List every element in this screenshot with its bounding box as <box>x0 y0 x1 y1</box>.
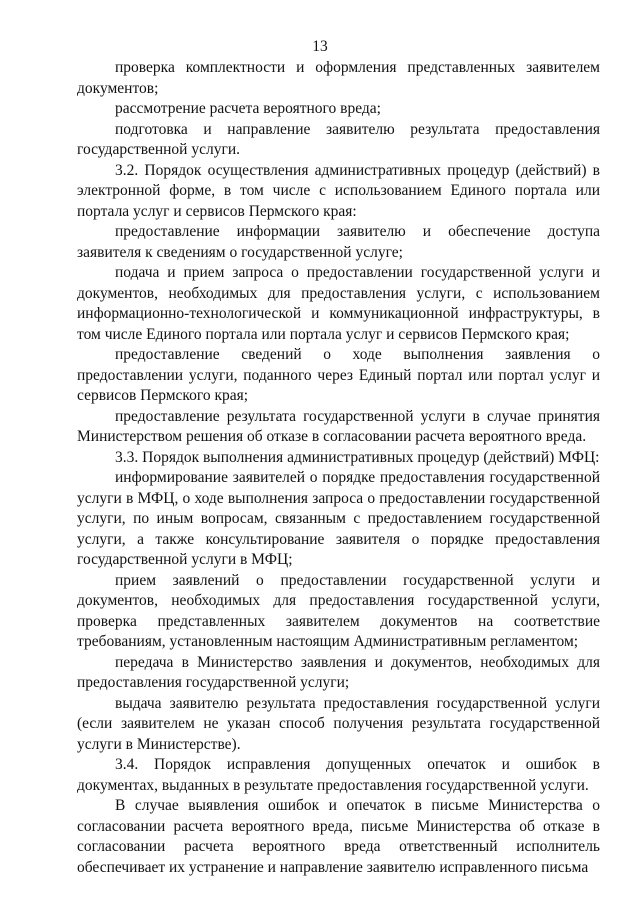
paragraph: предоставление результата государственной услуги в случае принятия Министерством решения об отказе в согласовании расчета вероятного вреда. <box>77 407 600 445</box>
paragraph: информирование заявителей о порядке предоставления государственной услуги в МФЦ, о ходе выполнения запроса о предоставлении государственной услуги, по иным вопросам, связанным с предоставлением государственной услуги, а также консультирование заявителя о порядке предоставления государственной услуги в МФЦ; <box>77 469 600 568</box>
paragraph: предоставление информации заявителю и обеспечение доступа заявителя к сведениям о государственной услуге; <box>77 223 600 261</box>
paragraph: рассмотрение расчета вероятного вреда; <box>115 100 381 117</box>
paragraph: подача и прием запроса о предоставлении государственной услуги и документов, необходимых для предоставления услуги, с использованием информационно-технологической и коммуникационной инфраструктуры, в том числе Единого портала или портала услуг и сервисов Пермского края; <box>77 264 600 343</box>
paragraph: В случае выявления ошибок и опечаток в письме Министерства о согласовании расчета вероятного вреда, письме Министерства об отказе в согласовании расчета вероятного вреда ответственный исполнитель обеспечивает их устранение и направление заявителю исправленного письма <box>77 797 600 876</box>
paragraph: предоставление сведений о ходе выполнения заявления о предоставлении услуги, поданного через Единый портал или портал услуг и сервисов Пермского края; <box>77 346 600 404</box>
section-paragraph-3-2: 3.2. Порядок осуществления административных процедур (действий) в электронной форме, в том числе с использованием Единого портала или портала услуг и сервисов Пермского края: <box>77 161 600 220</box>
paragraph: подготовка и направление заявителю результата предоставления государственной услуги. <box>77 120 600 158</box>
paragraph: прием заявлений о предоставлении государственной услуги и документов, необходимых для предоставления государственной услуги, проверка представленных заявителем документов на соответствие требованиям, установленным настоящим Административным регламентом; <box>77 571 600 650</box>
section-paragraph-3-4: 3.4. Порядок исправления допущенных опечаток и ошибок в документах, выданных в результате предоставления государственной услуги. <box>77 756 600 794</box>
document-body <box>77 58 600 878</box>
section-paragraph-3-3: 3.3. Порядок выполнения административных процедур (действий) МФЦ: <box>115 448 600 466</box>
paragraph: выдача заявителю результата предоставления государственной услуги (если заявителем не указан способ получения результата государственной услуги в Министерстве). <box>77 694 600 753</box>
paragraph: передача в Министерство заявления и документов, необходимых для предоставления государственной услуги; <box>77 653 600 691</box>
page-number: 13 <box>312 38 328 55</box>
paragraph: проверка комплектности и оформления представленных заявителем документов; <box>77 59 600 97</box>
